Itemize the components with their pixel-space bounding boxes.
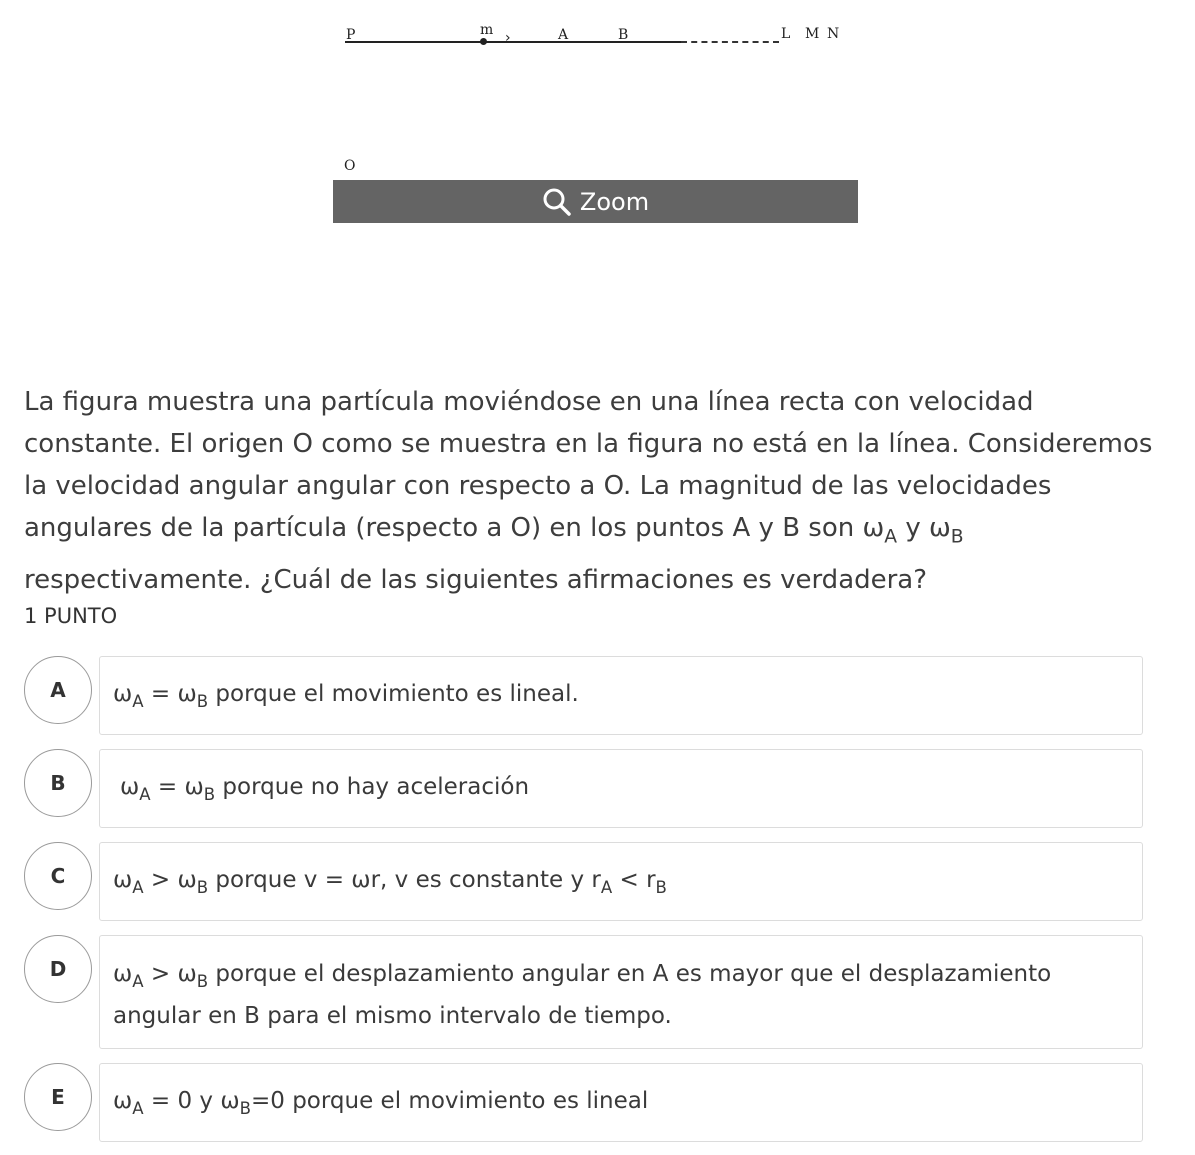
label-a: A: [558, 27, 569, 43]
zoom-label: Zoom: [579, 187, 650, 216]
label-o: O: [344, 158, 356, 174]
label-n: N: [827, 26, 840, 42]
label-m2: M: [805, 26, 820, 42]
option-c-box[interactable]: [99, 842, 1143, 921]
velocity-arrow-icon: ›: [505, 30, 511, 46]
option-d-box[interactable]: [99, 935, 1143, 1049]
option-b-letter[interactable]: B: [24, 749, 92, 817]
question-text: La figura muestra una partícula moviéndose en una línea recta con velocidad constante. El origen O como se muestra en la figura no está en la línea. Consideremos la velocidad angular angular con respecto a O. La magnitud de las velocidades angulares de la partícula (respecto a O) en los puntos A y B son $\omega_A$ y $\omega_B$ respectivamente. ¿Cuál de las siguientes afirmaciones es verdadera?: [24, 387, 1153, 595]
option-e-text: $\omega_A = 0$ y $\omega_B=0$ porque el movimiento es lineal: [113, 1088, 649, 1118]
label-m: m: [480, 22, 494, 38]
physics-figure: [333, 18, 858, 180]
option-a-box[interactable]: [99, 656, 1143, 735]
option-c-letter[interactable]: C: [24, 842, 92, 910]
label-p: P: [346, 27, 356, 43]
option-a-letter[interactable]: A: [24, 656, 92, 724]
option-d-text: $\omega_A > \omega_B$ porque el desplazamiento angular en A es mayor que el desplazamiento angular en B para el mismo intervalo de tiempo.: [113, 961, 1052, 1029]
trajectory-line: [345, 41, 681, 43]
option-d-letter[interactable]: D: [24, 935, 92, 1003]
zoom-button[interactable]: [333, 180, 858, 223]
option-c-text: $\omega_A > \omega_B$ porque v = ωr, v es constante y $r_A < r_B$: [113, 867, 667, 897]
option-a-text: $\omega_A = \omega_B$ porque el movimiento es lineal.: [113, 681, 579, 711]
option-e-box[interactable]: [99, 1063, 1143, 1142]
label-b: B: [618, 27, 629, 43]
label-l: L: [781, 26, 791, 42]
particle-dot: [480, 38, 487, 45]
option-b-text: $\omega_A = \omega_B$ porque no hay aceleración: [120, 774, 530, 804]
option-b-box[interactable]: [99, 749, 1143, 828]
trajectory-dotted-line: [681, 41, 779, 43]
search-icon: [542, 187, 572, 217]
points-label: 1 PUNTO: [24, 604, 118, 628]
option-e-letter[interactable]: E: [24, 1063, 92, 1131]
